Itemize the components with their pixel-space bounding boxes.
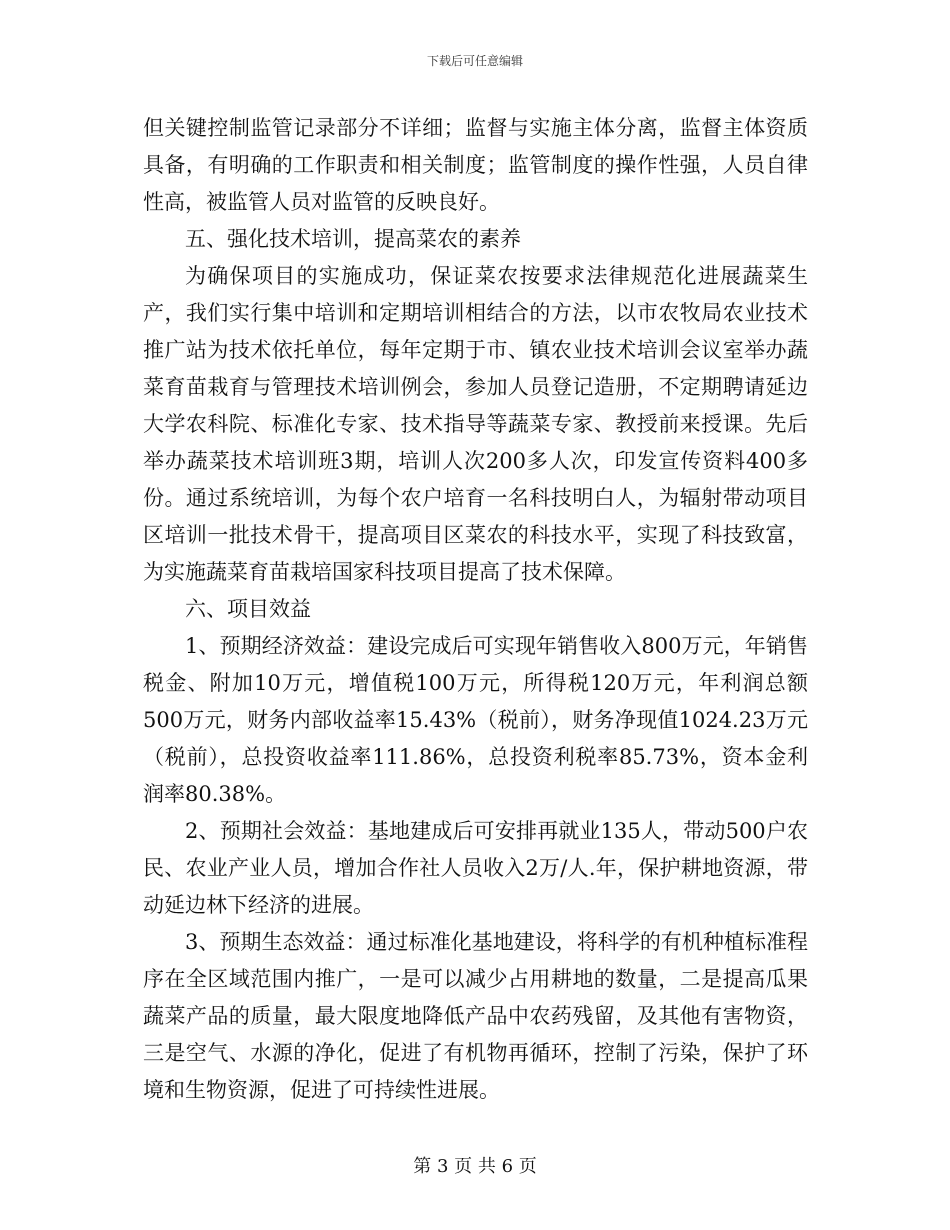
section-heading-training: 五、强化技术培训，提高菜农的素养 [185,227,521,251]
paragraph-supervision: 但关键控制监管记录部分不详细；监督与实施主体分离，监督主体资质具备，有明确的工作职责和相关制度；监管制度的操作性强，人员自律性高，被监管人员对监管的反映良好。 [143,116,808,214]
paragraph-ecological-benefit: 3、预期生态效益：通过标准化基地建设，将科学的有机种植标准程序在全区域范围内推广，一是可以减少占用耕地的数量，二是提高瓜果蔬菜产品的质量，最大限度地降低产品中农药残留，及其他有害物资，三是空气、水源的净化，促进了有机物再循环，控制了污染，保护了环境和生物资源，促进了可持续性进展。 [143,930,808,1102]
section-heading-benefits: 六、项目效益 [185,597,311,621]
paragraph-social-benefit: 2、预期社会效益：基地建成后可安排再就业135人，带动500户农民、农业产业人员，增加合作社人员收入2万/人.年，保护耕地资源，带动延边林下经济的进展。 [143,819,808,917]
document-body [143,110,808,1109]
page-header: 下载后可任意编辑 [426,54,523,68]
paragraph-economic-benefit: 1、预期经济效益：建设完成后可实现年销售收入800万元，年销售税金、附加10万元，增值税100万元，所得税120万元，年利润总额500万元，财务内部收益率15.43%（税前），财务净现值1024.23万元（税前），总投资收益率111.86%，总投资利税率85.73%，资本金利润率80.38%。 [143,634,808,806]
page-number-footer: 第 3 页 共 6 页 [413,1156,537,1177]
paragraph-training: 为确保项目的实施成功，保证菜农按要求法律规范化进展蔬菜生产，我们实行集中培训和定期培训相结合的方法，以市农牧局农业技术推广站为技术依托单位，每年定期于市、镇农业技术培训会议室举办蔬菜育苗栽育与管理技术培训例会，参加人员登记造册，不定期聘请延边大学农科院、标准化专家、技术指导等蔬菜专家、教授前来授课。先后举办蔬菜技术培训班3期，培训人次200多人次，印发宣传资料400多份。通过系统培训，为每个农户培育一名科技明白人，为辐射带动项目区培训一批技术骨干，提高项目区菜农的科技水平，实现了科技致富，为实施蔬菜育苗栽培国家科技项目提高了技术保障。 [143,264,808,584]
